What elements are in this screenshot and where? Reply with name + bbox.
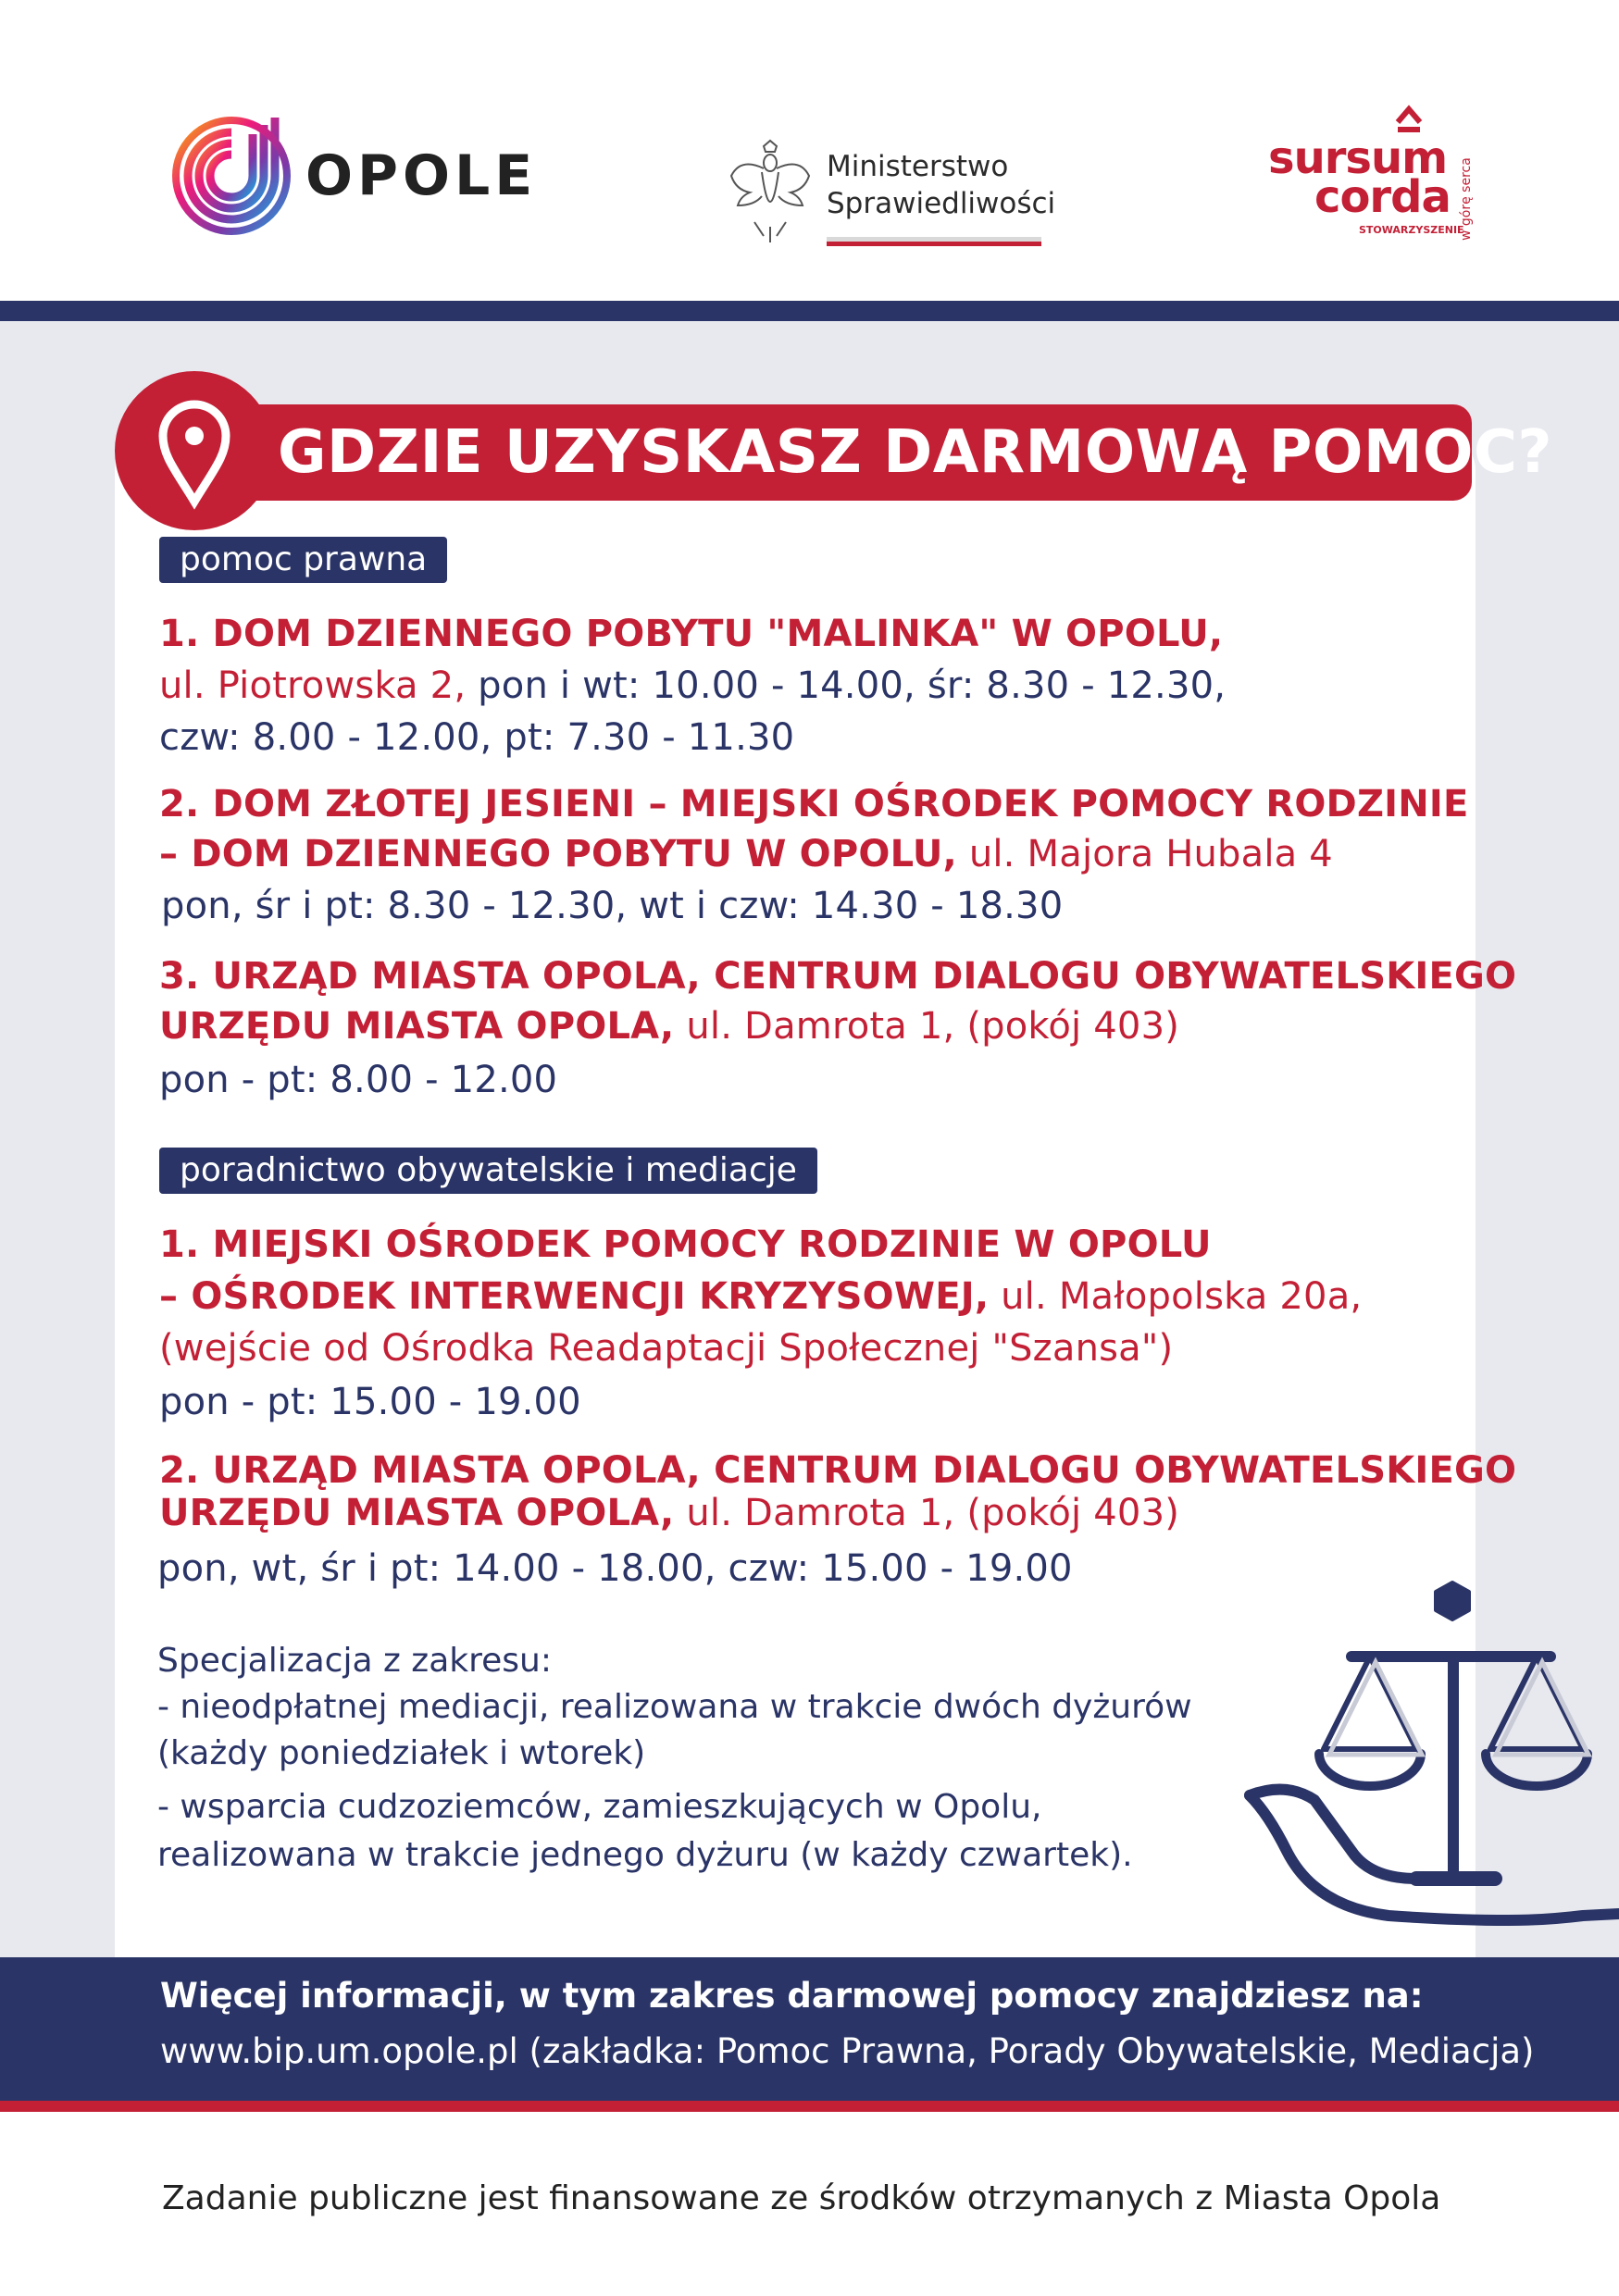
entry-address: ul. Małopolska 20a, [989,1275,1363,1318]
entry-heading: – OŚRODEK INTERWENCJI KRYZYSOWEJ, [159,1275,990,1318]
sursum-corda-logo [1259,102,1490,259]
justice-scales-hand-icon [1231,1573,1619,1980]
ministry-name [827,148,1055,222]
sursum-word: sursum [1268,132,1448,184]
entry-hours: pon i wt: 10.00 - 14.00, śr: 8.30 - 12.30, [466,664,1227,707]
location-pin-icon [111,367,278,534]
funding-note: Zadanie publiczne jest finansowane ze środków otrzymanych z Miasta Opola [162,2179,1441,2217]
entry-hours: pon, wt, śr i pt: 14.00 - 18.00, czw: 15.00 - 19.00 [157,1547,1073,1590]
ministry-flag-rule [827,237,1041,246]
ministry-line1: Ministerstwo [827,150,1009,183]
specialization-item: - wsparcia cudzoziemców, zamieszkujących w Opolu, [157,1788,1042,1826]
entry-heading-address [159,1275,1362,1318]
entry-heading: URZĘDU MIASTA OPOLA, [159,1492,675,1534]
entry-hours: czw: 8.00 - 12.00, pt: 7.30 - 11.30 [159,716,795,759]
entry-hours: pon - pt: 8.00 - 12.00 [159,1059,558,1101]
section-label-civic-advice: poradnictwo obywatelskie i mediacje [159,1148,817,1194]
association-word: STOWARZYSZENIE [1359,224,1464,236]
entry-address: ul. Damrota 1, (pokój 403) [674,1005,1180,1048]
header-divider-band [0,301,1619,321]
info-url[interactable]: www.bip.um.opole.pl (zakładka: Pomoc Prawna, Porady Obywatelskie, Mediacja) [160,2031,1535,2071]
specialization-item: (każdy poniedziałek i wtorek) [157,1734,646,1772]
section-label-legal-aid: pomoc prawna [159,537,447,583]
entry-heading: 1. DOM DZIENNEGO POBYTU "MALINKA" W OPOLU, [159,613,1224,655]
entry-hours: pon - pt: 15.00 - 19.00 [159,1381,581,1423]
ministry-line2: Sprawiedliwości [827,187,1056,220]
entry-heading-address [159,1492,1179,1534]
opole-wordmark: OPOLE [305,143,538,208]
entry-address: ul. Damrota 1, (pokój 403) [674,1492,1180,1534]
specialization-item: - nieodpłatnej mediacji, realizowana w trakcie dwóch dyżurów [157,1688,1192,1726]
entry-heading: 2. URZĄD MIASTA OPOLA, CENTRUM DIALOGU OBYWATELSKIEGO [159,1449,1517,1492]
eagle-emblem-icon [727,139,815,245]
specialization-intro: Specjalizacja z zakresu: [157,1642,552,1680]
info-band-accent [0,2101,1619,2112]
entry-address: ul. Majora Hubala 4 [956,833,1333,875]
entry-heading: URZĘDU MIASTA OPOLA, [159,1005,675,1048]
info-text: Więcej informacji, w tym zakres darmowej pomocy znajdziesz na: [160,1976,1424,2016]
entry-heading: 1. MIEJSKI OŚRODEK POMOCY RODZINIE W OPOLU [159,1223,1212,1266]
entry-address: (wejście od Ośrodka Readaptacji Społecznej "Szansa") [159,1327,1174,1370]
ministry-logo [727,139,815,249]
entry-heading: 2. DOM ZŁOTEJ JESIENI – MIEJSKI OŚRODEK POMOCY RODZINIE [159,783,1469,825]
entry-heading: 3. URZĄD MIASTA OPOLA, CENTRUM DIALOGU OBYWATELSKIEGO [159,955,1517,998]
entry-heading-address [159,833,1333,875]
entry-heading-address [159,1005,1179,1048]
entry-hours: pon, śr i pt: 8.30 - 12.30, wt i czw: 14.30 - 18.30 [161,885,1064,927]
corda-word: corda [1314,171,1451,223]
entry-address-hours [159,664,1226,707]
entry-heading: – DOM DZIENNEGO POBYTU W OPOLU, [159,833,957,875]
opole-emblem-icon [162,106,301,245]
sursum-tagline: w górę serca [1459,157,1474,241]
specialization-item: realizowana w trakcie jednego dyżuru (w każdy czwartek). [157,1836,1133,1874]
page-title: GDZIE UZYSKASZ DARMOWĄ POMOC? [278,418,1553,487]
entry-address: ul. Piotrowska 2, [159,664,467,707]
